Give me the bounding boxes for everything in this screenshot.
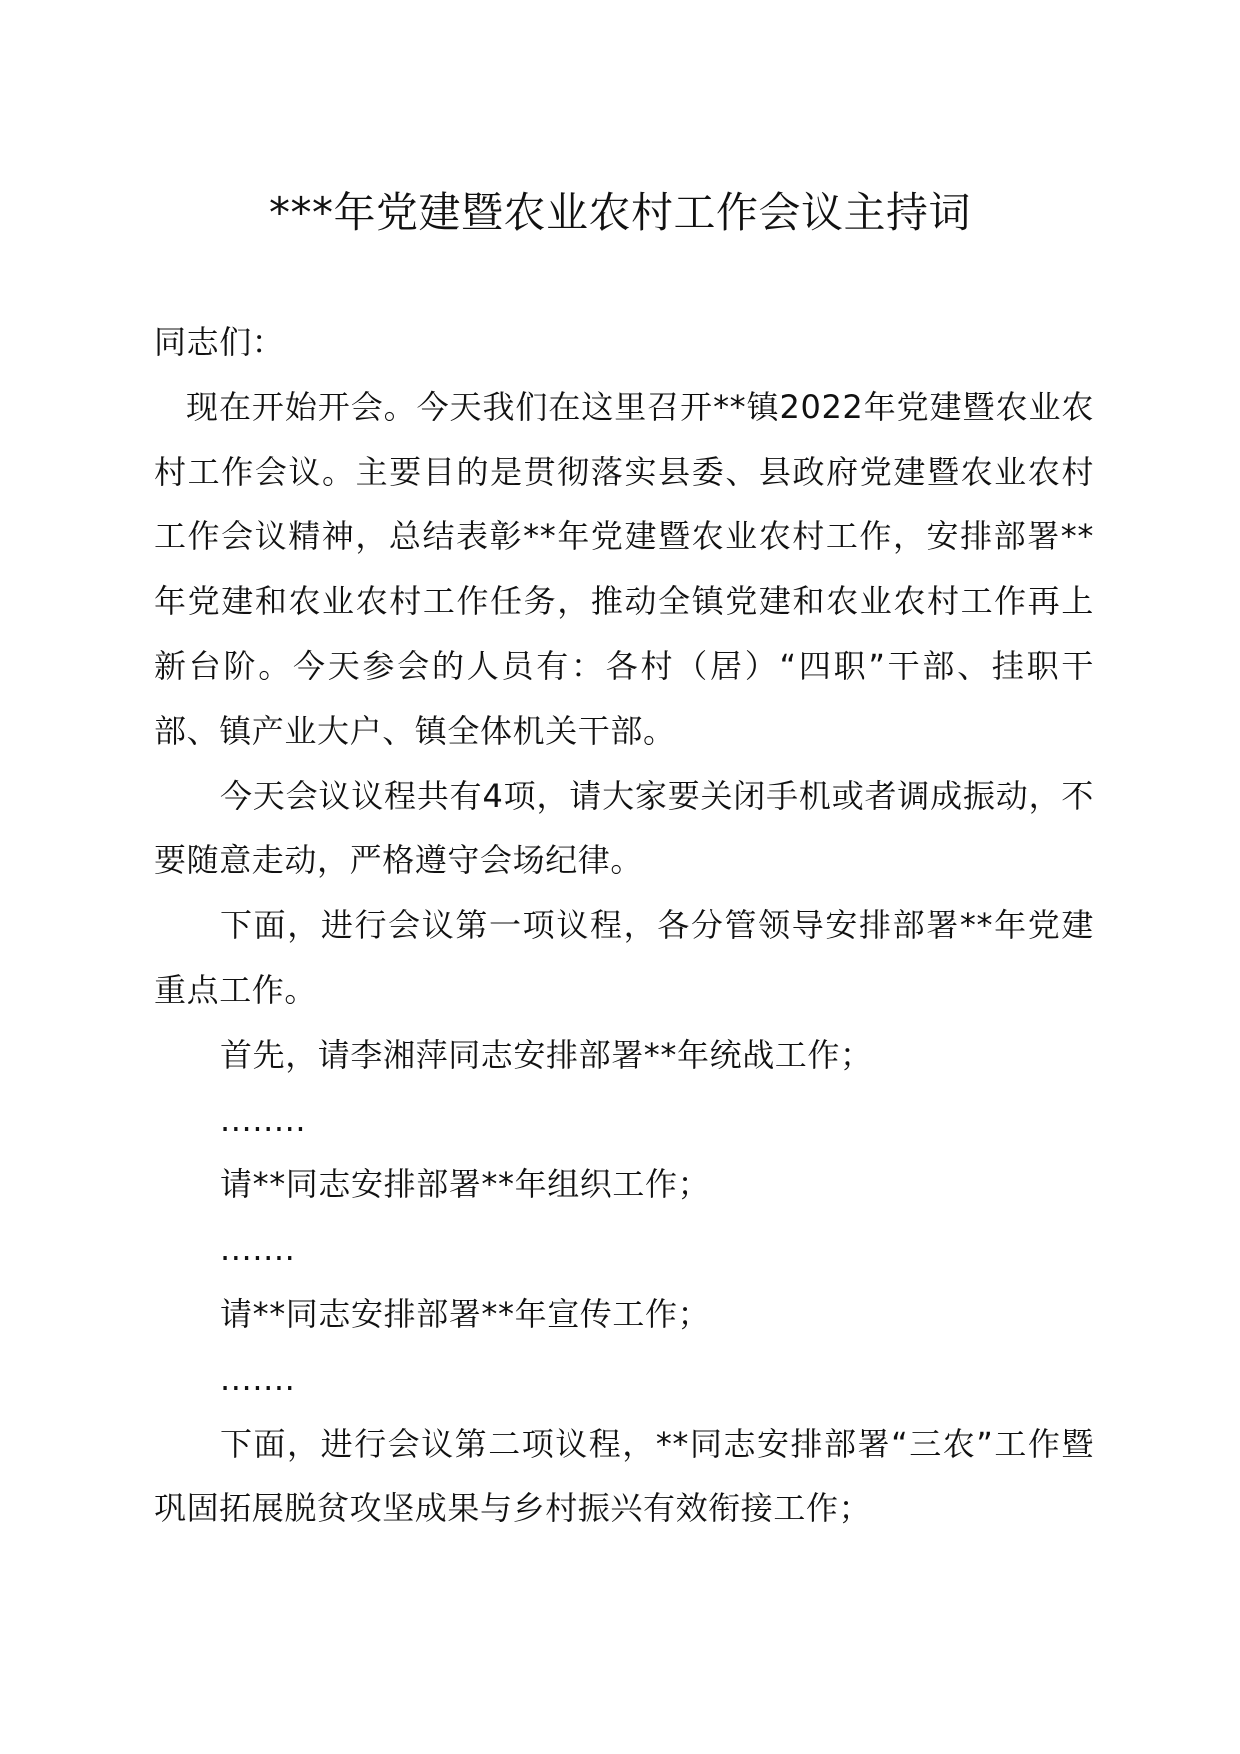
paragraph-organization: 请**同志安排部署**年组织工作； xyxy=(220,1165,711,1204)
paragraph-publicity: 请**同志安排部署**年宣传工作； xyxy=(220,1294,711,1333)
paragraph-agenda: 今天会议议程共有4项，请大家要关闭手机或者调成振动，不要随意走动，严格遵守会场纪律。 xyxy=(154,776,1094,880)
paragraph-united-front: 首先，请李湘萍同志安排部署**年统战工作； xyxy=(220,1035,873,1074)
paragraph-item-one: 下面，进行会议第一项议程，各分管领导安排部署**年党建重点工作。 xyxy=(154,906,1094,1009)
ellipsis-line: ....... xyxy=(220,1230,296,1269)
paragraph-item-two: 下面，进行会议第二项议程，**同志安排部署“三农”工作暨巩固拓展脱贫攻坚成果与乡村振兴有效衔接工作； xyxy=(154,1424,1094,1528)
ellipsis-line: ....... xyxy=(220,1359,296,1398)
salutation: 同志们： xyxy=(154,323,285,361)
document-body xyxy=(154,310,1094,1541)
paragraph-opening: 现在开始开会。今天我们在这里召开**镇2022年党建暨农业农村工作会议。主要目的是贯彻落实县委、县政府党建暨农业农村工作会议精神，总结表彰**年党建暨农业农村工作，安排部署**年党建和农业农村工作任务，推动全镇党建和农业农村工作再上新台阶。今天参会的人员有：各村（居）“四职”干部、挂职干部、镇产业大户、镇全体机关干部。 xyxy=(154,387,1094,750)
ellipsis-line: ........ xyxy=(220,1100,307,1139)
document-title: ***年党建暨农业农村工作会议主持词 xyxy=(268,188,971,237)
